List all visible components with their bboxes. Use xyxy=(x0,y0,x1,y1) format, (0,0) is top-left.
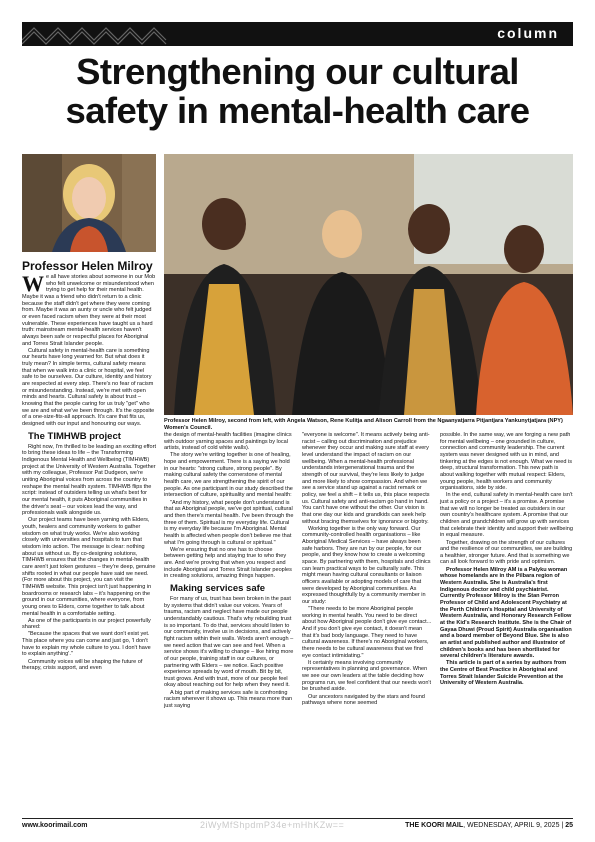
author-bio: Professor Helen Milroy AM is a Palyku woman whose homelands are in the Pilbara region of Western Australia. She is Australia's first Indigenous doctor and child psychiatrist. Currently Professor Milroy is the Stan Perron Professor of Child and Adolescent Psychiatry at the Perth Children's Hospital and University of Western Australia, and Honorary Research Fellow at the Kid's Research Institute. She is the Chair of Gayaa Dhuwi (Proud Spirit) Australia organisation and a board member of Beyond Blue. She is also an artist and published author and illustrator of children's books and has been shortlisted for several children's literature awards. xyxy=(440,566,572,660)
article-column-3 xyxy=(302,432,432,707)
paragraph: We all have stories about someone in our Mob who felt unwelcome or misunderstood when trying to get help for their mental health. Maybe it was a friend who didn't return to a clinic because the staff didn't get where they were coming from. Maybe it was an aunty or uncle who felt judged or even faced racism when they were at their most vulnerable. These experiences have taught us a hard truth: mainstream mental-health services haven't always been safe or respectful places for Aboriginal and Torres Strait Islander people. xyxy=(22,271,156,347)
photo-caption: Professor Helen Milroy, second from left, with Angela Watson, Rene Kulitja and Alison Carroll from the Ngaanyatjarra Pitjantjara Yankunytjatjara (NPY) Women's Council. xyxy=(164,418,563,431)
paragraph: A big part of making services safe is confronting racism wherever it shows up. This means more than just saying xyxy=(164,689,293,709)
paragraph: In the end, cultural safety in mental-health care isn't just a policy or a project – it's a promise. A promise that we will no longer be treated as outsiders in our own country's healthcare system. A promise that our children and grandchildren will grow up with services that celebrate their identity and support their wellbeing in equal measure. xyxy=(440,492,573,539)
article-column-1 xyxy=(22,271,156,672)
paragraph: Our project teams have been yarning with Elders, youth, healers and community workers to gather wisdom on what truly works. We're also working closely with universities and hospitals to turn that wisdom into action. The message is clear: nothing about us without us. By co-designing solutions, TIMHWB ensures that the changes in mental-health care aren't just token gestures – they're deep, genuine shifts rooted in what our people have said we need. (For more about this project, you can visit the TIMHWB website. This project isn't just happening in boardrooms or research labs – it's happening on the ground in our communities, where everyone, from young ones to Elders, come together to talk about mental health in a comfortable setting. xyxy=(22,517,156,617)
issue-date: , WEDNESDAY, APRIL 9, 2025 xyxy=(463,822,560,829)
paragraph: Cultural safety in mental-health care is something our hearts have long yearned for. But what does it truly mean? In simple terms, cultural safety means that when we walk into a clinic or hospital, we feel safe to be ourselves. Our culture, identity and history are respected at every step. There's no fear of racism or misunderstanding. Instead, we're met with open minds and hearts. Cultural safety is about trust – knowing that the people caring for us truly "get" who we are and what we've been through. It's the opposite of a one-size-fits-all approach. It's care that fits us, designed with our input and honouring our ways. xyxy=(22,347,155,427)
publication-name: THE KOORI MAIL xyxy=(405,822,464,829)
paragraph: the design of mental-health facilities (imagine clinics with outdoor yarning spaces and paintings by local artists, instead of cold white walls). xyxy=(164,432,292,452)
drop-cap: W xyxy=(22,271,44,296)
section-banner xyxy=(22,22,573,46)
paragraph: Community voices will be shaping the future of therapy, crisis support, and even xyxy=(22,658,143,672)
article-column-4 xyxy=(440,432,573,687)
page-number: 25 xyxy=(565,822,573,829)
author-name: Professor Helen Milroy xyxy=(22,259,153,273)
headline-line-2: safety in mental-health care xyxy=(65,90,530,131)
article-column-2 xyxy=(164,432,294,710)
footer-separator: | xyxy=(561,822,564,829)
quote: "And my history, what people don't understand is that as Aboriginal people, we've got spiritual, cultural and then there's mental health. I've been through the three of them. Spiritual is my everyday life. Cultural is my everyday life because I'm Aboriginal. Mental health is affected when people don't believe me that what I'm going through is cultural or spiritual." xyxy=(164,499,294,546)
author-portrait xyxy=(22,154,156,252)
quote: "There needs to be more Aboriginal people working in mental health. You need to be direct about how Aboriginal people don't give eye contact... And if you don't give eye contact, it doesn't mean that it's bad body language. They need to have cultural awareness. If there's no Aboriginal workers, there needs to be cultural awareness that we find eye contact intimidating." xyxy=(302,606,432,659)
paragraph: Working together is the only way forward. Our community-controlled health organisations – like Aboriginal Medical Services – have always been safe harbors. They are run by our people, for our people, and they know how to create a welcoming space. By partnering with them, hospitals and clinics can learn practical ways to be culturally safe. This might mean having cultural consultants or liaison officers available or adopting models of care that were developed by Aboriginal communities. As expressed thoughtfully by a community member in our study: xyxy=(302,525,431,605)
footer-divider xyxy=(22,818,573,819)
website-link[interactable]: www.koorimail.com xyxy=(22,822,88,829)
headline-line-1: Strengthening our cultural xyxy=(76,51,519,92)
paragraph: Our ancestors navigated by the stars and found pathways where none seemed xyxy=(302,693,425,707)
paragraph: For many of us, trust has been broken in the past by systems that didn't value our voices. Years of trauma, racism and neglect have made our people understandably cautious. That's why rebuilding trust is so important. To do that, services should listen to our community, involve us in decisions, and actively fight racism within their walls. Words aren't enough – we need action that we can see and feel. When a service shows it's willing to change – like hiring more of our people, training staff in our cultures, or partnering with Elders – we notice. Each positive experience spreads by word of mouth. Bit by bit, trust grows. And with trust, more of our people feel okay about reaching out for help when they need it. xyxy=(164,595,294,689)
group-photo xyxy=(164,154,573,415)
headline xyxy=(22,52,573,130)
subheading: The TIMHWB project xyxy=(28,430,121,442)
paragraph: The story we're writing together is one of healing, hope and empowerment. There is a saying we hold in our hearts: "strong culture, strong people". By making cultural safety the cornerstone of mental health care, we are strengthening the spirit of our people. As one participant in our study described the intersection of culture, spirituality and mental health: xyxy=(164,452,293,499)
dot-art-pattern xyxy=(22,22,172,46)
paragraph: possible. In the same way, we are forging a new path for mental wellbeing – one grounded in culture, connection and community leadership. The current system was never designed with us in mind, and tinkering at the edges is not enough. What we need is deep, structural transformation. This new path is about walking together with mutual respect: Elders, young people, health workers and community organisations, side by side. xyxy=(440,432,572,492)
paragraph: Together, drawing on the strength of our cultures and the resilience of our communities, we are building a healthier, stronger future. And that is something we can all look forward to with pride and optimism. xyxy=(440,539,573,566)
series-note: This article is part of a series by authors from the Centre of Best Practice in Aboriginal and Torres Strait Islander Suicide Prevention at the University of Western Australia. xyxy=(440,660,567,687)
subheading: Making services safe xyxy=(170,582,266,594)
quote: "Because the spaces that we want don't exist yet. This place where you can come and just go, 'I don't have to explain my whole culture to you. I don't have to explain anything'." xyxy=(22,631,151,658)
paragraph: We're ensuring that no one has to choose between getting help and staying true to who they are. And we're proving that when you respect and include Aboriginal and Torres Strait Islander peoples in creating solutions, amazing things happen. xyxy=(164,546,292,580)
section-label: column xyxy=(497,25,559,41)
paragraph: As one of the participants in our project powerfully shared: xyxy=(22,617,151,631)
watermark: 2iWyMfShpdmP34e+mHhKZw== xyxy=(200,820,345,830)
paragraph: "everyone is welcome". It means actively being anti-racist – calling out discrimination and prejudice whenever they occur and making sure staff at every level understand the impact of racism on our wellbeing. When a mental-health professional understands intergenerational trauma and the strength of our survival, they're less likely to judge and more likely to show compassion. And when we see a service stand up against a racist remark or policy, we feel a shift – it tells us, this place respects us. Cultural safety and anti-racism go hand in hand. You can't have one without the other. Our vision is that one day our kids and grandkids can seek help without bracing themselves for ignorance or bigotry. xyxy=(302,432,430,525)
page-footer xyxy=(405,822,573,829)
paragraph: Right now, I'm thrilled to be leading an exciting effort to bring these ideas to life – the Transforming Indigenous Mental Health and Wellbeing (TIMHWB) project at the University of Western Australia. Together with my colleague, Professor Pat Dudgeon, we're uniting Aboriginal voices from across the country to reshape the mental health system. TIMHWB flips the script: instead of outsiders telling us what's best for our mental health, it puts Aboriginal communities in the driver's seat – our voices lead the way, and professionals walk alongside us. xyxy=(22,443,156,517)
paragraph: It certainly means involving community representatives in planning and governance. When we see our own leaders at the table deciding how programs run, we feel confident that our needs won't be brushed aside. xyxy=(302,659,432,693)
